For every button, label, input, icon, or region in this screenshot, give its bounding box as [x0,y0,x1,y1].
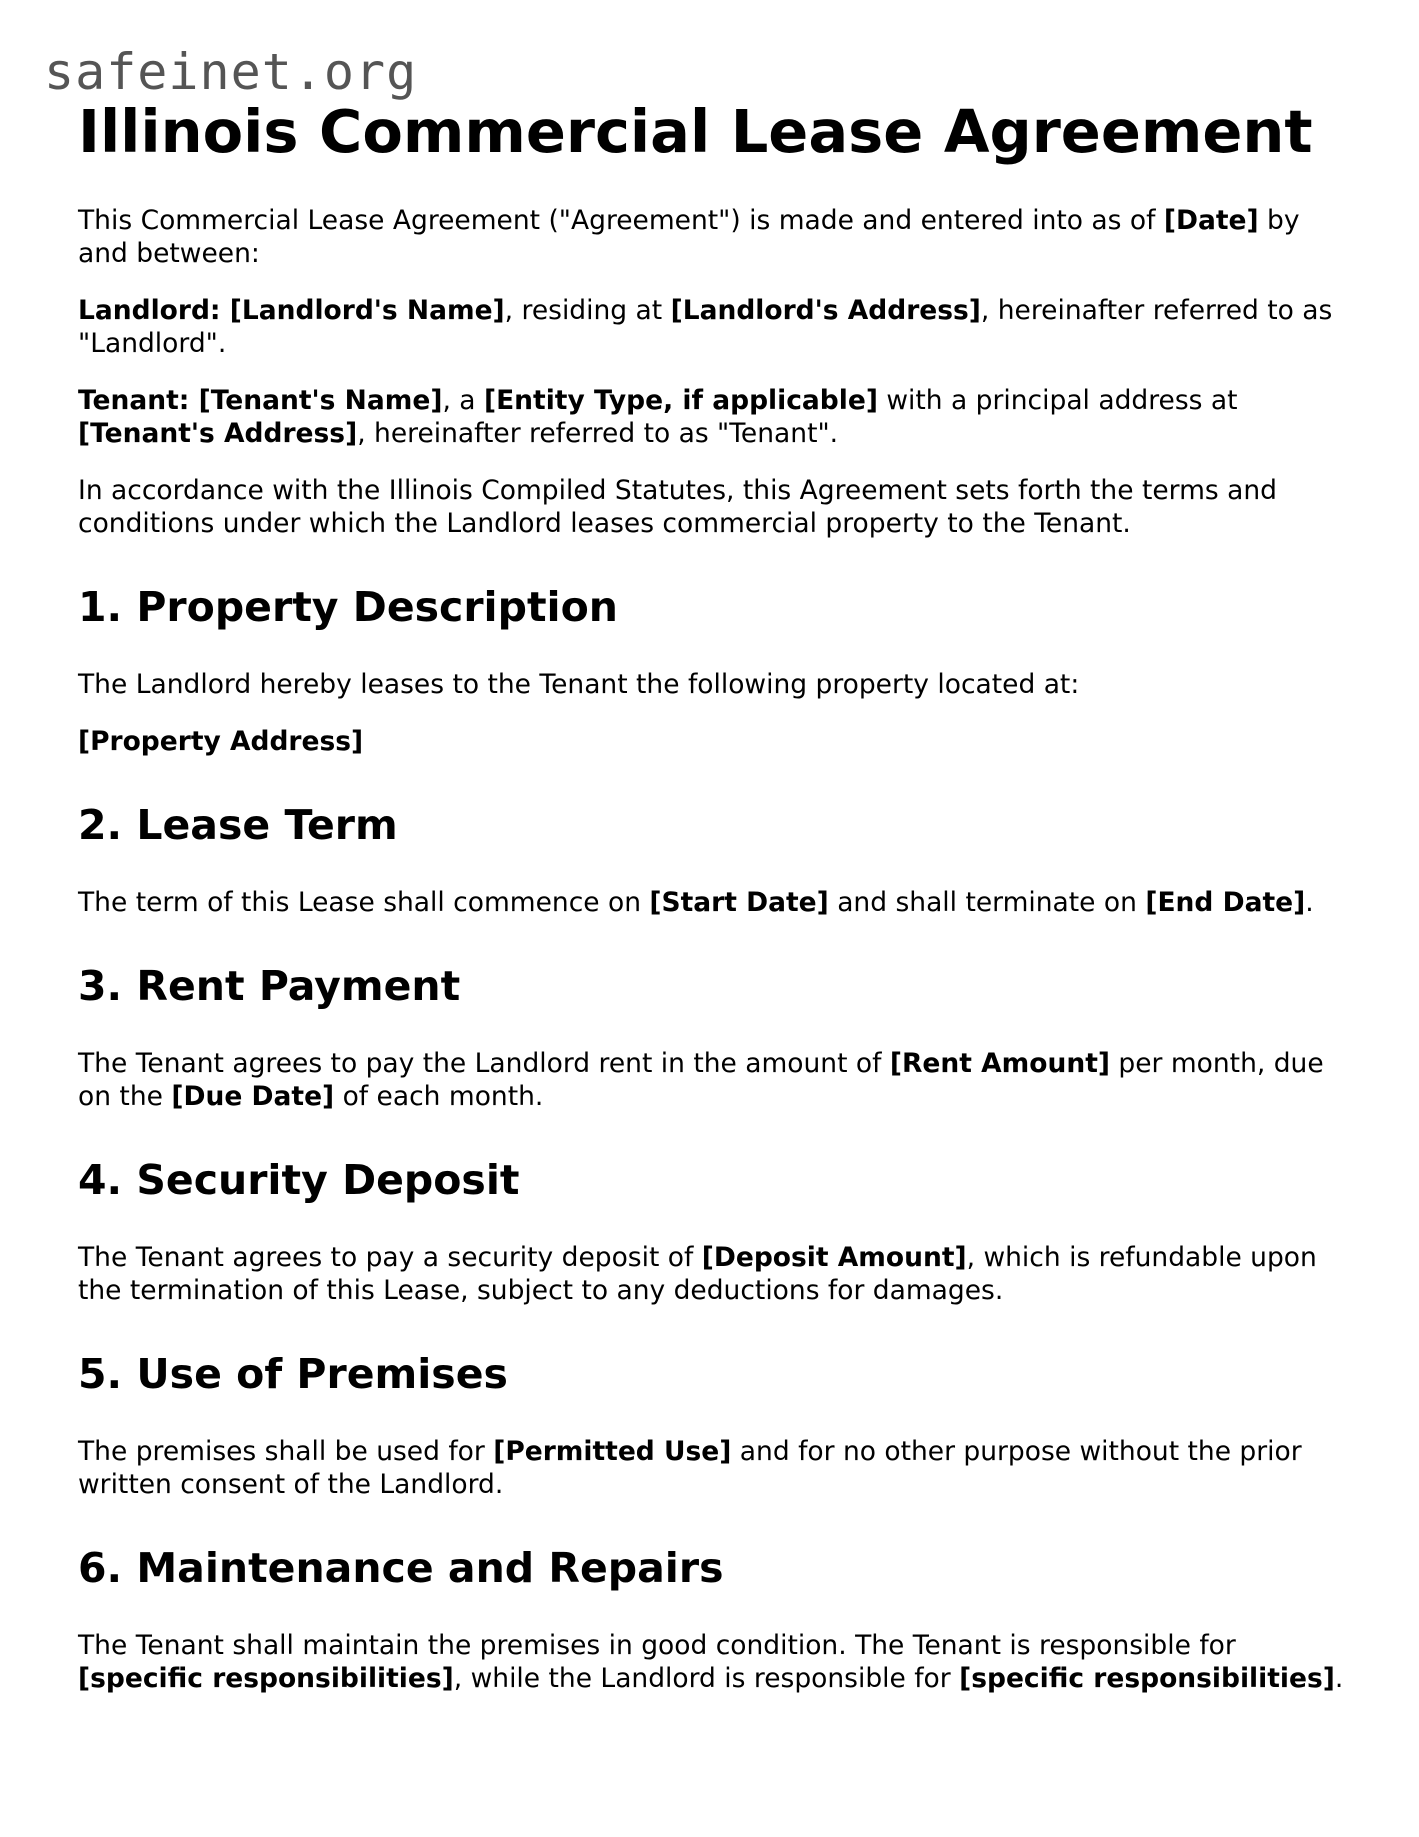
section-heading-maintenance: 6. Maintenance and Repairs [78,1544,724,1592]
maintenance-text: The Tenant shall maintain the premises in good condition. The Tenant is responsible for [78,1630,1236,1661]
rent-text-mid: per month, due on the [78,1048,1324,1112]
intro-paragraph [78,204,1348,270]
accordance-paragraph: In accordance with the Illinois Compiled Statutes, this Agreement sets forth the terms and conditions under which the Landlord leases commercial property to the Tenant. [78,475,1277,539]
landlord-label: Landlord: [Landlord's Name] [78,295,505,326]
section-heading-rent: 3. Rent Payment [78,962,461,1010]
document-title: Illinois Commercial Lease Agreement [78,97,1313,166]
section-heading-deposit: 4. Security Deposit [78,1156,520,1204]
landlord-paragraph [78,294,1348,360]
term-text-end: . [1305,887,1314,918]
landlord-text: , residing at [504,295,671,326]
section-heading-property: 1. Property Description [78,583,618,631]
property-paragraph: The Landlord hereby leases to the Tenant the following property located at: [78,669,1080,700]
term-text: The term of this Lease shall commence on [78,887,650,918]
use-text-end: and for no other purpose without the prior written consent of the Landlord. [78,1436,1302,1500]
tenant-responsibilities-placeholder: [specific responsibilities] [78,1663,454,1694]
maintenance-text-mid: , while the Landlord is responsible for [453,1663,960,1694]
end-date-placeholder: [End Date] [1145,887,1306,918]
rent-text: The Tenant agrees to pay the Landlord rent in the amount of [78,1048,890,1079]
term-text-mid: and shall terminate on [828,887,1146,918]
use-paragraph [78,1435,1348,1501]
tenant-text-end: , hereinafter referred to as "Tenant". [357,418,839,449]
start-date-placeholder: [Start Date] [649,887,829,918]
property-address-placeholder: [Property Address] [78,726,364,757]
property-address-paragraph [78,725,1348,758]
tenant-address-placeholder: [Tenant's Address] [78,418,358,449]
maintenance-text-end: . [1334,1663,1344,1694]
rent-amount-placeholder: [Rent Amount] [889,1048,1110,1079]
rent-text-end: of each month. [334,1081,544,1112]
term-paragraph [78,886,1348,919]
intro-text-end: by and between: [78,205,1300,269]
deposit-text-end: , which is refundable upon the termination of this Lease, subject to any deductions for damages. [78,1242,1317,1306]
landlord-address-placeholder: [Landlord's Address] [670,295,981,326]
date-placeholder: [Date] [1163,205,1259,236]
tenant-label: Tenant: [Tenant's Name] [78,385,443,416]
deposit-text: The Tenant agrees to pay a security deposit of [78,1242,702,1273]
section-heading-term: 2. Lease Term [78,801,398,849]
use-text: The premises shall be used for [78,1436,494,1467]
section-heading-use: 5. Use of Premises [78,1350,508,1398]
maintenance-paragraph [78,1629,1348,1695]
permitted-use-placeholder: [Permitted Use] [493,1436,732,1467]
document [78,96,1348,1719]
deposit-paragraph [78,1241,1348,1307]
landlord-text-end: , hereinafter referred to as "Landlord". [78,295,1333,359]
entity-type-placeholder: [Entity Type, if applicable] [483,385,878,416]
due-date-placeholder: [Due Date] [171,1081,335,1112]
rent-paragraph [78,1047,1348,1113]
deposit-amount-placeholder: [Deposit Amount] [701,1242,967,1273]
tenant-text: , a [442,385,484,416]
tenant-text-mid: with a principal address at [877,385,1238,416]
tenant-paragraph [78,384,1348,450]
intro-text: This Commercial Lease Agreement ("Agreement") is made and entered into as of [78,205,1164,236]
watermark: safeinet.org [44,43,418,101]
landlord-responsibilities-placeholder: [specific responsibilities] [959,1663,1335,1694]
